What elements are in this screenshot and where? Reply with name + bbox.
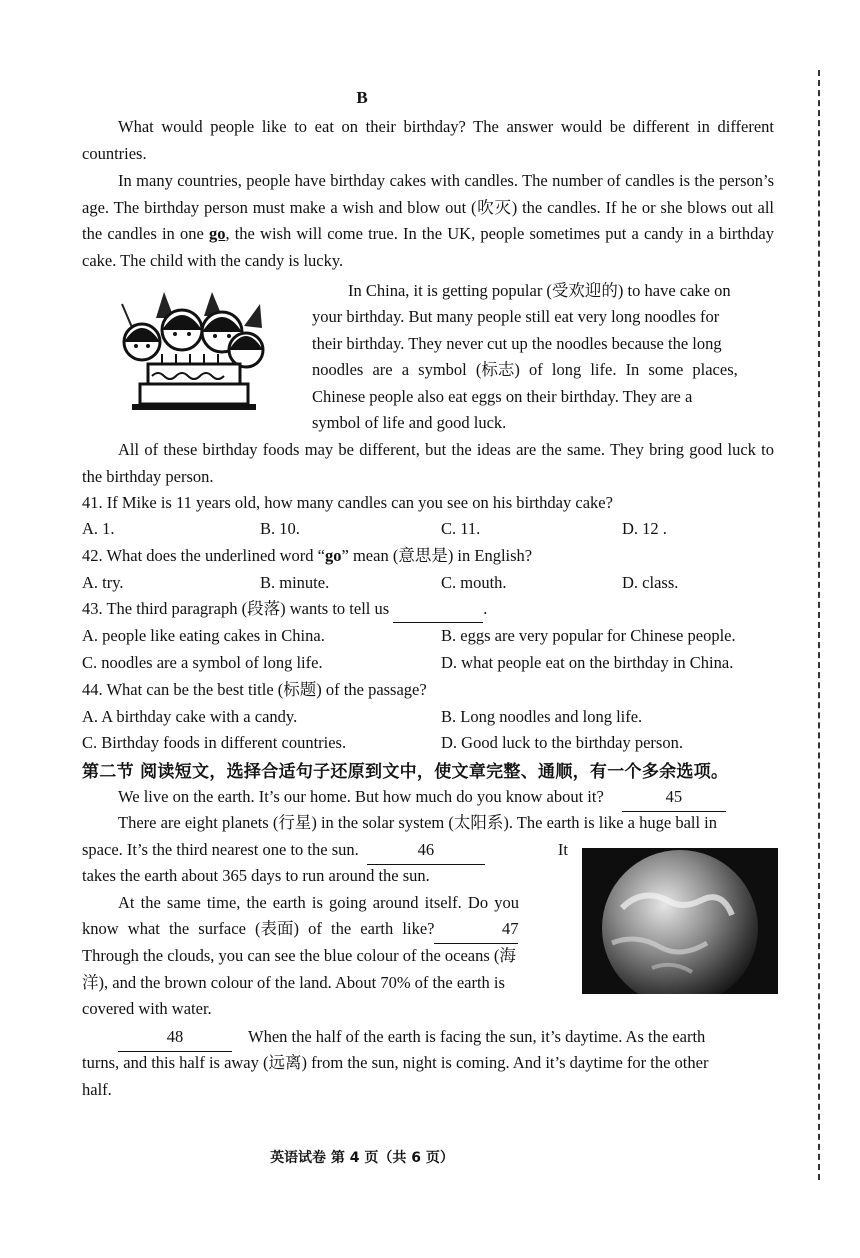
blank-48: 48 <box>118 1024 232 1052</box>
question-41-option-a: A. 1. <box>82 519 115 538</box>
question-43-option-b: B. eggs are very popular for Chinese people. <box>441 626 736 645</box>
question-41-option-b: B. 10. <box>260 519 300 538</box>
question-42-option-b: B. minute. <box>260 573 330 592</box>
question-43-option-c: C. noodles are a symbol of long life. <box>82 653 323 672</box>
passage-2-line-7: Through the clouds, you can see the blue colour of the oceans (海 <box>82 946 516 965</box>
question-43-stem: 43. The third paragraph (段落) wants to tell us . <box>82 596 487 623</box>
underlined-word-go: go <box>208 224 226 243</box>
passage-b-paragraph-3-line-2: your birthday. But many people still eat very long noodles for <box>312 307 720 326</box>
question-44-stem: 44. What can be the best title (标题) of the passage? <box>82 680 427 699</box>
passage-b-paragraph-2: In many countries, people have birthday cakes with candles. The number of candles is the person’s age. The birthday person must make a wish and blow out (吹灭) the candles. If he or she blows out all the candles in one go, the wish will come true. In the UK, people sometimes put a candy in a birthday cake. The child with the candy is lucky. <box>82 171 774 270</box>
question-44-option-b: B. Long noodles and long life. <box>441 707 643 726</box>
question-44-option-d: D. Good luck to the birthday person. <box>441 733 683 752</box>
question-42-option-d: D. class. <box>622 573 679 592</box>
question-43-blank <box>393 596 483 623</box>
question-43-option-a: A. people like eating cakes in China. <box>82 626 325 645</box>
question-44-option-c: C. Birthday foods in different countries. <box>82 733 347 752</box>
earth-globe-icon <box>582 848 778 994</box>
passage-2-line-8: 洋), and the brown colour of the land. About 70% of the earth is <box>82 973 505 992</box>
passage-2-line-9: covered with water. <box>82 999 212 1018</box>
question-44-option-a: A. A birthday cake with a candy. <box>82 707 298 726</box>
question-41-stem: 41. If Mike is 11 years old, how many candles can you see on his birthday cake? <box>82 493 613 512</box>
passage-2-line-1: We live on the earth. It’s our home. But how much do you know about it? 45 <box>118 784 726 812</box>
passage-b-paragraph-3-line-5: Chinese people also eat eggs on their birthday. They are a <box>312 387 693 406</box>
passage-2-line-4: takes the earth about 365 days to run around the sun. <box>82 866 430 885</box>
page-footer: 英语试卷 第 4 页（共 6 页） <box>270 1150 454 1166</box>
birthday-party-illustration <box>112 292 270 412</box>
passage-b-paragraph-1: What would people like to eat on their birthday? The answer would be different in different countries. <box>82 117 774 163</box>
birthday-cake-kids-icon <box>112 292 270 412</box>
passage-2-line-2: There are eight planets (行星) in the solar system (太阳系). The earth is like a huge ball in <box>118 813 718 832</box>
passage-b-paragraph-3-line-4: noodles are a symbol (标志) of long life. In some places, <box>312 360 738 379</box>
passage-b-paragraph-3-line-6: symbol of life and good luck. <box>312 413 507 432</box>
section-b-title: B <box>356 88 368 107</box>
binding-margin-line <box>818 70 820 1180</box>
blank-46: 46 <box>367 837 485 865</box>
question-42-stem: 42. What does the underlined word “go” mean (意思是) in English? <box>82 546 533 565</box>
passage-b-paragraph-4: All of these birthday foods may be different, but the ideas are the same. They bring good luck to the birthday person. <box>82 440 774 486</box>
question-41-option-c: C. 11. <box>441 519 481 538</box>
question-41-option-d: D. 12 . <box>622 519 667 538</box>
passage-2-line-6: know what the surface (表面) of the earth like? 47 <box>82 916 518 944</box>
question-43-option-d: D. what people eat on the birthday in China. <box>441 653 734 672</box>
passage-2-line-5: At the same time, the earth is going around itself. Do you <box>118 893 519 912</box>
earth-photo <box>582 848 778 994</box>
passage-2-line-12: half. <box>82 1080 112 1099</box>
passage-b-paragraph-3-line-3: their birthday. They never cut up the noodles because the long <box>312 334 722 353</box>
question-42-option-a: A. try. <box>82 573 124 592</box>
passage-2-line-10: 48 When the half of the earth is facing the sun, it’s daytime. As the earth <box>118 1024 705 1052</box>
question-42-option-c: C. mouth. <box>441 573 507 592</box>
passage-b-paragraph-3-line-1: In China, it is getting popular (受欢迎的) to have cake on <box>348 281 731 300</box>
blank-45: 45 <box>622 784 726 812</box>
blank-47: 47 <box>434 916 518 944</box>
section-2-heading: 第二节 阅读短文，选择合适句子还原到文中，使文章完整、通顺，有一个多余选项。 <box>82 762 729 782</box>
passage-2-line-3: space. It’s the third nearest one to the sun. 46 It <box>82 837 568 865</box>
passage-2-line-11: turns, and this half is away (远离) from the sun, night is coming. And it’s daytime for the other <box>82 1053 709 1072</box>
